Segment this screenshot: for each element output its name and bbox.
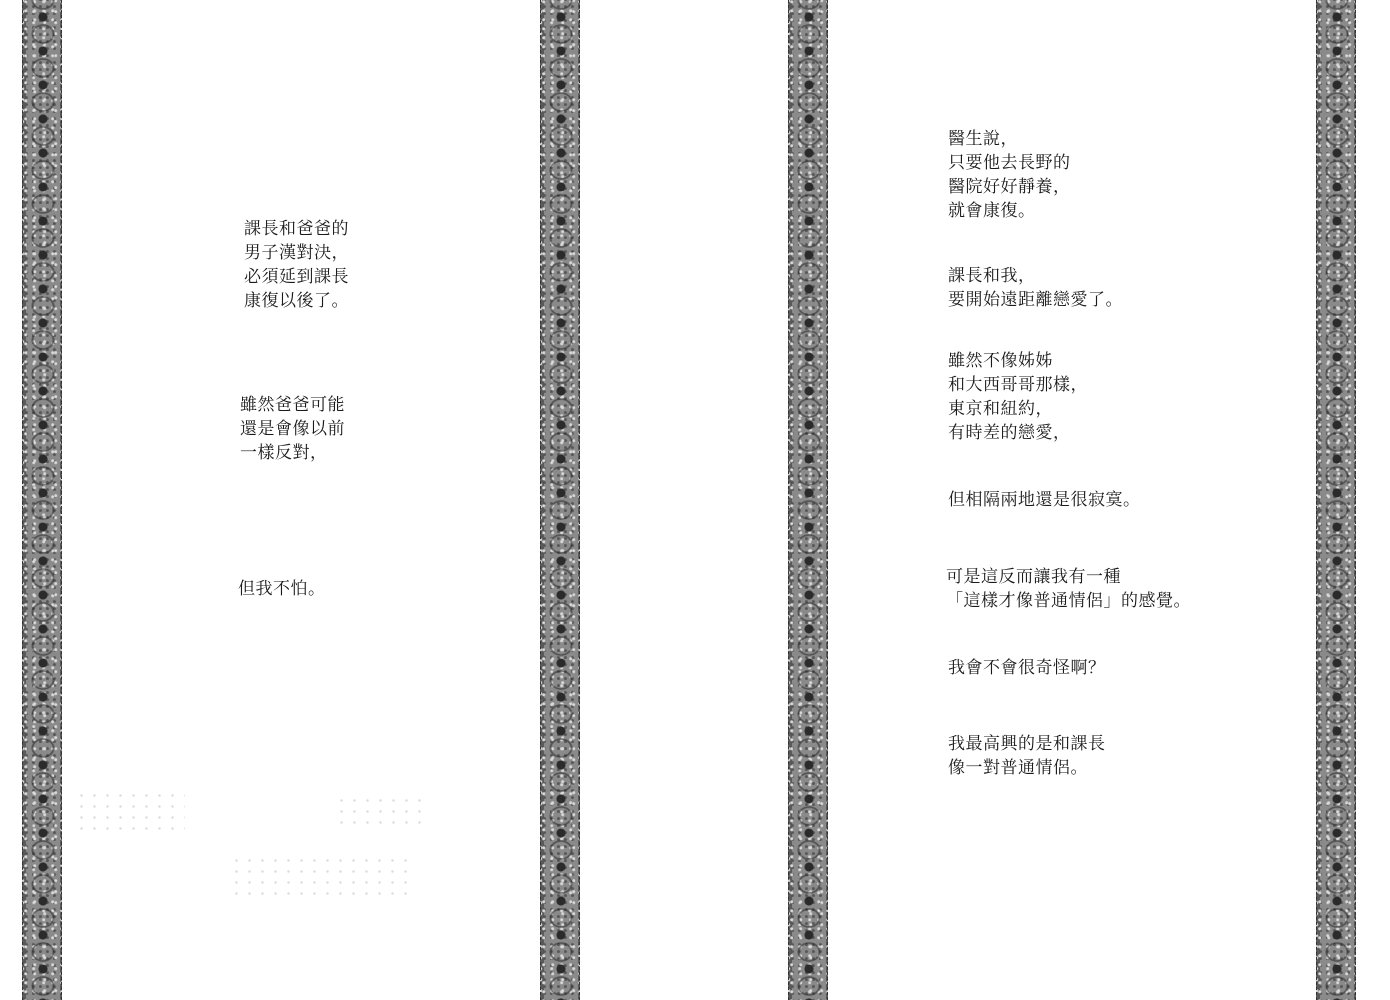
- print-speckle: [75, 790, 185, 830]
- lace-ribbon-border-right-inner: [788, 0, 828, 1000]
- lace-ribbon-border-left-outer: [22, 0, 62, 1000]
- right-text-block-7: 我最高興的是和課長 像一對普通情侶。: [948, 734, 1106, 778]
- right-text-block-2: 課長和我， 要開始遠距離戀愛了。: [948, 266, 1123, 310]
- right-text-block-4: 但相隔兩地還是很寂寞。: [948, 490, 1141, 510]
- lace-ribbon-border-right-outer: [1316, 0, 1356, 1000]
- lace-ribbon-border-left-inner: [540, 0, 580, 1000]
- left-text-block-2: 雖然爸爸可能 還是會像以前 一樣反對，: [240, 395, 345, 463]
- left-text-block-1: 課長和爸爸的 男子漢對決， 必須延到課長 康復以後了。: [244, 219, 349, 311]
- right-text-block-5: 可是這反而讓我有一種 「這樣才像普通情侶」的感覺。: [946, 567, 1191, 611]
- right-text-block-3: 雖然不像姊姊 和大西哥哥那樣， 東京和紐約， 有時差的戀愛，: [948, 351, 1088, 443]
- right-text-block-1: 醫生說， 只要他去長野的 醫院好好靜養， 就會康復。: [948, 129, 1071, 221]
- left-text-block-3: 但我不怕。: [238, 579, 326, 599]
- print-speckle: [230, 855, 410, 895]
- print-speckle: [335, 795, 425, 825]
- right-text-block-6: 我會不會很奇怪啊？: [948, 658, 1106, 678]
